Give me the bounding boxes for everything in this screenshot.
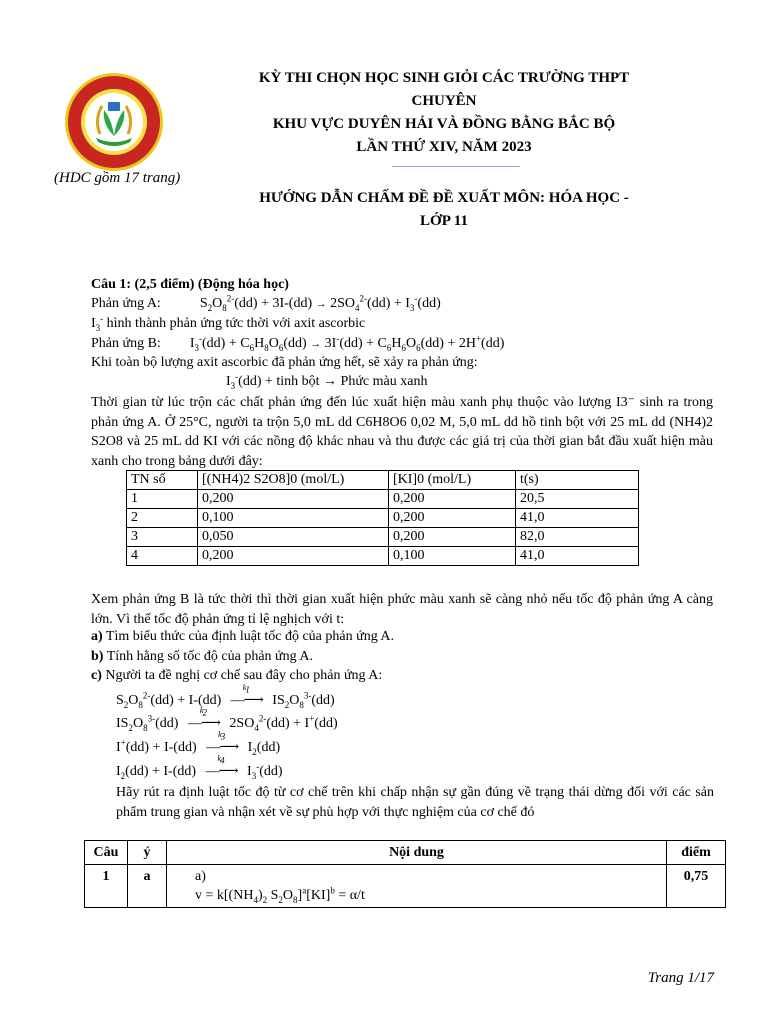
exam-title-line-3: KHU VỰC DUYÊN HẢI VÀ ĐỒNG BẰNG BẮC BỘ bbox=[272, 116, 616, 132]
part-b: b) Tính hằng số tốc độ của phản ứng A. bbox=[91, 649, 313, 664]
data-table-cell: 20,5 bbox=[516, 490, 639, 509]
guide-subtitle-line-1: HƯỚNG DẪN CHẤM ĐỀ ĐỀ XUẤT MÔN: HÓA HỌC - bbox=[259, 190, 629, 206]
consumed-note: Khi toàn bộ lượng axit ascorbic đã phản ứng hết, sẽ xảy ra phản ứng: bbox=[91, 355, 478, 370]
scoring-content-formula: $v = k[(NH_4)_2$ $S_2O_8]^a[KI]^b = \alpha/t$ bbox=[195, 885, 365, 905]
data-table-header-cell: t(s) bbox=[516, 471, 639, 490]
data-table-cell: 2 bbox=[127, 509, 198, 528]
part-c: c) Người ta đề nghị cơ chế sau đây cho phản ứng A: bbox=[91, 668, 383, 683]
data-table-header-cell: TN số bbox=[127, 471, 198, 490]
part-a: a) Tìm biểu thức của định luật tốc độ của phản ứng A. bbox=[91, 629, 395, 644]
data-table-cell: 0,200 bbox=[198, 547, 389, 566]
school-association-logo bbox=[64, 72, 164, 172]
scoring-header-cau: Câu bbox=[85, 841, 128, 865]
hdc-page-count-note: (HDC gồm 17 trang) bbox=[54, 170, 181, 186]
starch-reaction: $I_3^-(dd)$ + tinh bột → Phức màu xanh bbox=[226, 371, 428, 391]
title-underline-divider bbox=[392, 166, 520, 167]
scoring-header-y: ý bbox=[128, 841, 167, 865]
mechanism-step-3: I+(dd) + I-(dd) —⟶ $k_3$ $I_2(dd)$ bbox=[116, 730, 281, 757]
mechanism-step-1: $S_2O_8^{2-}(dd) + I-(dd)$ —⟶ $k_1$ $IS_2O_8^{3-}(dd)$ bbox=[116, 683, 335, 710]
data-table-cell: 0,200 bbox=[198, 490, 389, 509]
data-table-cell: 1 bbox=[127, 490, 198, 509]
question-heading: Câu 1: (2,5 điểm) (Động hóa học) bbox=[91, 277, 289, 292]
data-table-row bbox=[127, 509, 639, 528]
exam-title bbox=[226, 67, 662, 159]
scoring-content-label: a) bbox=[195, 869, 206, 884]
mechanism-step-2: $IS_2O_8^{3-}(dd)$ —⟶ $k_2$ $2SO_4^{2-}(dd) + I^+(dd)$ bbox=[116, 706, 338, 733]
data-table-cell: 82,0 bbox=[516, 528, 639, 547]
data-table-cell: 41,0 bbox=[516, 547, 639, 566]
scoring-table bbox=[84, 840, 726, 908]
page-number: Trang 1/17 bbox=[647, 970, 714, 986]
reaction-a-label: Phản ứng A: bbox=[91, 296, 161, 311]
reaction-a-line bbox=[91, 293, 441, 313]
i3-formation-note: $I_3^-$ hình thành phản ứng tức thời với axit ascorbic bbox=[91, 313, 366, 333]
mechanism-step-4: $I_2(dd) + I-(dd)$ —⟶ $k_4$ $I_3^-(dd)$ bbox=[116, 754, 283, 781]
question-paragraph-2: Xem phản ứng B là tức thời thì thời gian xuất hiện phức màu xanh sẽ càng nhỏ nếu tốc độ phản ứng A càng lớn. Vì thế tốc độ phản ứng tỉ lệ nghịch với t: bbox=[91, 592, 713, 627]
scoring-header-content: Nội dung bbox=[167, 841, 667, 865]
scoring-cell-cau: 1 bbox=[85, 865, 128, 908]
data-table-header-cell: [(NH4)2 S2O8]0 (mol/L) bbox=[198, 471, 389, 490]
scoring-cell-y: a bbox=[128, 865, 167, 908]
experiment-data-table bbox=[126, 470, 639, 566]
data-table-cell: 0,200 bbox=[389, 490, 516, 509]
exam-title-line-4: LẦN THỨ XIV, NĂM 2023 bbox=[356, 139, 532, 155]
data-table-header-cell: [KI]0 (mol/L) bbox=[389, 471, 516, 490]
data-table-cell: 0,100 bbox=[198, 509, 389, 528]
scoring-cell-content bbox=[167, 865, 667, 908]
guide-subtitle bbox=[226, 187, 662, 233]
exam-title-line-2: CHUYÊN bbox=[411, 93, 477, 109]
reaction-b-equation: $I_3^-(dd) + C_6H_8O_6(dd) \to 3I^-(dd) + C_6H_6O_6(dd) + 2H^+(dd)$ bbox=[189, 333, 505, 353]
data-table-cell: 0,050 bbox=[198, 528, 389, 547]
data-table-header-row bbox=[127, 471, 639, 490]
scoring-table-header-row bbox=[85, 841, 726, 865]
question-paragraph-1: Thời gian từ lúc trộn các chất phản ứng đến lúc xuất hiện màu xanh phụ thuộc vào lượng I3⁻ sinh ra trong phản ứng A. Ở 25°C, người ta trộn 5,0 mL dd C6H8O6 0,02 M, 5,0 mL dd hồ tinh bột với 25 mL dd (NH4)2 S2O8 và 25 mL dd KI với các nồng độ khác nhau và thu được các giá trị của thời gian bắt đầu xuất hiện màu xanh cho trong bảng dưới đây: bbox=[91, 395, 713, 469]
data-table-row bbox=[127, 547, 639, 566]
data-table-cell: 0,200 bbox=[389, 509, 516, 528]
scoring-header-diem: điểm bbox=[667, 841, 726, 865]
scoring-table-row bbox=[85, 865, 726, 908]
exam-title-line-1: KỲ THI CHỌN HỌC SINH GIỎI CÁC TRƯỜNG THPT bbox=[258, 70, 630, 86]
data-table-cell: 41,0 bbox=[516, 509, 639, 528]
data-table-cell: 0,200 bbox=[389, 528, 516, 547]
reaction-b-label: Phản ứng B: bbox=[91, 336, 161, 351]
data-table-cell: 4 bbox=[127, 547, 198, 566]
scoring-cell-diem: 0,75 bbox=[667, 865, 726, 908]
guide-subtitle-line-2: LỚP 11 bbox=[420, 213, 468, 229]
data-table-row bbox=[127, 528, 639, 547]
mechanism-instruction: Hãy rút ra định luật tốc độ từ cơ chế trên khi chấp nhận sự gần đúng về trạng thái dừng đối với các sản phẩm trung gian và nhận xét về sự phù hợp với thực nghiệm của cơ chế đó bbox=[116, 785, 714, 820]
data-table-cell: 3 bbox=[127, 528, 198, 547]
data-table-cell: 0,100 bbox=[389, 547, 516, 566]
reaction-b-line bbox=[91, 333, 505, 353]
reaction-a-equation: $S_2O_8^{2-}(dd) + 3I-(dd) \to 2SO_4^{2-}(dd) + I_3^-(dd)$ bbox=[199, 293, 441, 313]
data-table-row bbox=[127, 490, 639, 509]
